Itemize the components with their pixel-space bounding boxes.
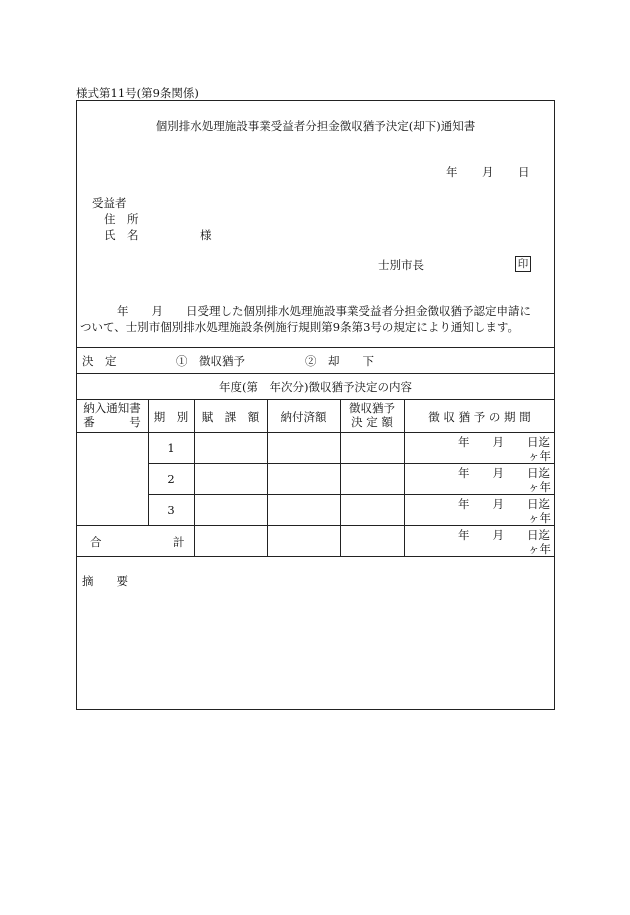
table-row-2-bottom — [148, 494, 555, 495]
divider-details-top — [76, 373, 555, 374]
table-row-3-bottom — [76, 525, 555, 526]
table-bottom — [76, 556, 555, 557]
recipient-address-label: 住 所 — [104, 212, 139, 226]
decision-option-deferral: ① 徴収猶予 — [176, 354, 245, 368]
row-1-period: 1 — [167, 441, 175, 455]
body-line-1: 年 月 日受理した個別排水処理施設事業受益者分担金徴収猶予認定申請に — [117, 304, 531, 318]
header-levy: 賦 課 額 — [201, 410, 260, 424]
date-month: 月 — [482, 165, 494, 179]
recipient-label: 受益者 — [92, 196, 127, 210]
header-deferral-amount — [340, 401, 404, 429]
header-deferral-amount-line1: 徴収猶予 — [349, 401, 395, 415]
row-3-term-years: ヶ年 — [528, 511, 551, 525]
row-2-term-years: ヶ年 — [528, 480, 551, 494]
total-term-date: 年 月 日迄 — [458, 528, 550, 542]
body-line-2: ついて、士別市個別排水処理施設条例施行規則第9条第3号の規定により通知します。 — [80, 320, 519, 334]
row-1-term-date: 年 月 日迄 — [458, 435, 550, 449]
decision-label: 決 定 — [82, 354, 117, 368]
row-2-period: 2 — [167, 472, 175, 486]
date-year: 年 — [446, 165, 458, 179]
header-period: 期 別 — [153, 410, 189, 424]
total-label-right: 計 — [173, 535, 185, 549]
divider-decision-top — [76, 347, 555, 348]
total-term-years: ヶ年 — [528, 542, 551, 556]
header-deferral-amount-line2: 決 定 額 — [351, 415, 393, 429]
form-number: 様式第11号(第9条関係) — [76, 86, 199, 100]
total-label-left: 合 — [90, 535, 102, 549]
issuer-name: 士別市長 — [378, 258, 424, 272]
table-row-1-bottom — [148, 463, 555, 464]
recipient-name-label: 氏 名 — [104, 228, 139, 242]
header-notice-number — [76, 401, 148, 429]
header-deferral-term: 徴 収 猶 予 の 期 間 — [428, 410, 531, 424]
row-1-term-years: ヶ年 — [528, 449, 551, 463]
header-paid: 納付済額 — [280, 410, 327, 424]
date-day: 日 — [518, 165, 530, 179]
row-3-term-date: 年 月 日迄 — [458, 497, 550, 511]
details-title: 年度(第 年次分)徴収猶予決定の内容 — [219, 380, 412, 394]
document-title: 個別排水処理施設事業受益者分担金徴収猶予決定(却下)通知書 — [155, 119, 476, 133]
seal-mark: 印 — [515, 256, 531, 272]
row-2-term-date: 年 月 日迄 — [458, 466, 550, 480]
row-3-period: 3 — [167, 503, 175, 517]
header-notice-number-line1: 納入通知書 — [83, 401, 141, 415]
remarks-label: 摘 要 — [82, 574, 128, 588]
recipient-honorific: 様 — [200, 228, 212, 242]
header-notice-number-line2: 番 号 — [83, 415, 141, 429]
decision-option-reject: ② 却 下 — [305, 354, 374, 368]
